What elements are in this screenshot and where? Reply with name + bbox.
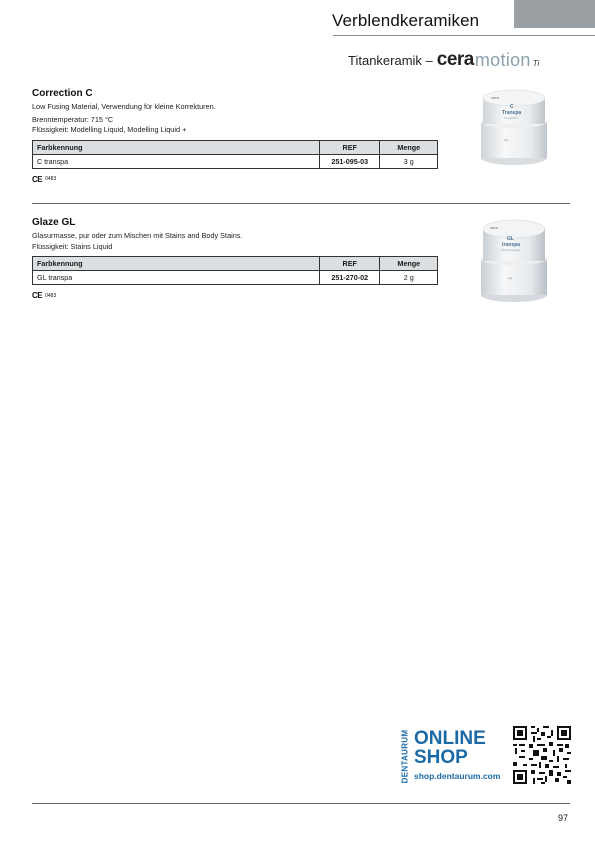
- jar-weight: 2 g: [508, 276, 513, 280]
- jar-sub: Glaze transpa: [501, 248, 520, 252]
- column-header: REF: [320, 257, 380, 271]
- cell-farbkennung: C transpa: [33, 154, 320, 168]
- online-shop-banner[interactable]: [398, 725, 573, 787]
- section-description: [32, 231, 438, 252]
- brand-text: DENTAURUM: [400, 729, 410, 783]
- table-row: [33, 271, 438, 285]
- jar-name: transpa: [502, 242, 521, 248]
- column-header: Menge: [380, 140, 438, 154]
- table-row: [33, 154, 438, 168]
- column-header: Menge: [380, 257, 438, 271]
- header-divider: [333, 35, 595, 36]
- product-section-glaze-gl: [32, 217, 438, 300]
- footer-divider: [32, 803, 570, 804]
- table-header-row: [33, 257, 438, 271]
- logo-motion: motion: [474, 50, 531, 70]
- sub-header-text: Titankeramik –: [348, 53, 433, 68]
- cell-menge: 2 g: [380, 271, 438, 285]
- column-header: Farbkennung: [33, 140, 320, 154]
- description-line: Low Fusing Material, Verwendung für kleine Korrekturen.: [32, 102, 216, 111]
- shop-line-online: ONLINE: [414, 728, 486, 749]
- ce-number: 0483: [45, 292, 57, 299]
- description-line: Glasurmasse, pur oder zum Mischen mit Stains and Body Stains.: [32, 231, 243, 240]
- logo-cera: cera: [436, 49, 474, 70]
- cell-farbkennung: GL transpa: [33, 271, 320, 285]
- logo-ti: Ti: [532, 59, 540, 68]
- section-title: Correction C: [32, 88, 93, 99]
- ce-marking: [32, 291, 438, 300]
- cell-ref: 251-095-03: [320, 154, 380, 168]
- product-jar-image: [474, 86, 554, 168]
- page-number: 97: [558, 813, 569, 823]
- product-table: [32, 256, 438, 285]
- ce-mark-icon: CE: [32, 174, 43, 184]
- sub-header: [348, 50, 539, 70]
- shop-line-shop: SHOP: [414, 747, 468, 768]
- cell-ref: 251-270-02: [320, 271, 380, 285]
- section-title: Glaze GL: [32, 217, 76, 228]
- qr-code-icon[interactable]: [513, 726, 571, 784]
- header-tab: [514, 0, 595, 28]
- jar-code: C: [510, 104, 514, 110]
- jar-name: Transpa: [502, 110, 522, 116]
- ce-marking: [32, 175, 438, 184]
- ce-mark-icon: CE: [32, 291, 43, 300]
- product-table: [32, 140, 438, 169]
- page-title: Verblendkeramiken: [332, 11, 480, 30]
- shop-text: [414, 729, 500, 781]
- jar-brand: cera: [491, 95, 499, 100]
- description-line: Brenntemperatur: 715 °C: [32, 114, 114, 124]
- product-jar-image: [474, 215, 554, 305]
- cell-menge: 3 g: [380, 154, 438, 168]
- jar-code: GL: [507, 236, 514, 242]
- description-line: Flüssigkeit: Stains Liquid: [32, 241, 113, 251]
- jar-weight: 3 g: [504, 138, 509, 142]
- section-divider: [32, 203, 570, 204]
- ce-number: 0483: [45, 176, 57, 182]
- section-description: [32, 102, 438, 136]
- ceramotion-logo: [437, 50, 540, 70]
- description-line: Flüssigkeit: Modelling Liquid, Modelling Liquid +: [32, 125, 187, 134]
- column-header: Farbkennung: [33, 257, 320, 271]
- dentaurum-brand: [398, 725, 412, 787]
- jar-brand: cera: [490, 225, 498, 230]
- shop-url-link[interactable]: shop.dentaurum.com: [414, 771, 501, 781]
- column-header: REF: [320, 140, 380, 154]
- jar-sub: Correction: [504, 116, 518, 120]
- table-header-row: [33, 140, 438, 154]
- product-section-correction-c: [32, 88, 438, 184]
